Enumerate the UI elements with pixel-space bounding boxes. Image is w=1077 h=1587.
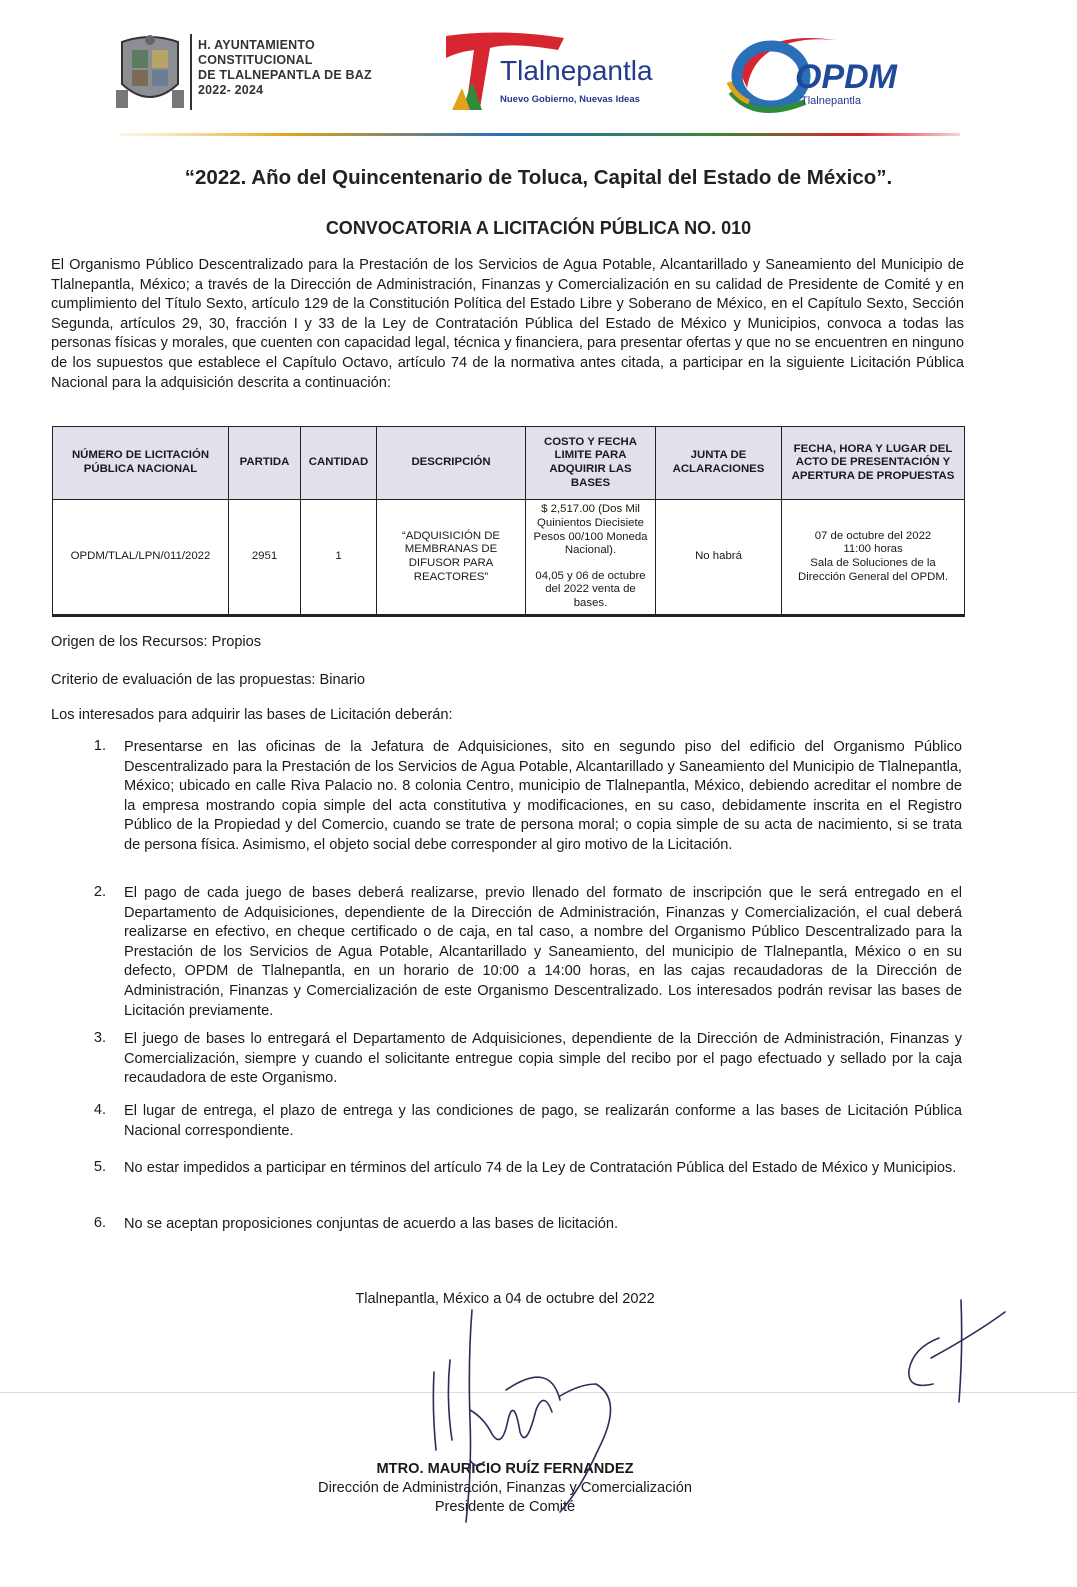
cell-junta: No habrá bbox=[656, 500, 782, 616]
year-title: “2022. Año del Quincentenario de Toluca, Capital del Estado de México”. bbox=[184, 166, 893, 189]
ayuntamiento-block bbox=[198, 38, 372, 98]
header-fecha: FECHA, HORA Y LUGAR DEL ACTO DE PRESENTACIÓN Y APERTURA DE PROPUESTAS bbox=[782, 427, 965, 500]
signer-name: MTRO. MAURICIO RUÍZ FERNANDEZ bbox=[376, 1461, 634, 1477]
list-item: No estar impedidos a participar en términos del artículo 74 de la Ley de Contratación Pública del Estado de México y Municipios. bbox=[124, 1160, 957, 1176]
list-item: El juego de bases lo entregará el Departamento de Adquisiciones, dependiente de la Dirección de Administración, Finanzas y Comercialización, siempre y cuando el solicitante entregue copia simple del recibo por el pago efectuado y sellado por la caja recaudadora de este Organismo. bbox=[124, 1031, 962, 1087]
header-rule bbox=[120, 132, 960, 137]
cell-fecha bbox=[782, 500, 965, 616]
interesados-intro: Los interesados para adquirir las bases de Licitación deberán: bbox=[51, 707, 453, 723]
header-partida: PARTIDA bbox=[229, 427, 301, 500]
handwritten-initial bbox=[895, 1290, 1015, 1405]
place-date: Tlalnepantla, México a 04 de octubre del 2022 bbox=[355, 1291, 655, 1307]
handwritten-signature bbox=[410, 1300, 650, 1525]
ayuntamiento-line: H. AYUNTAMIENTO bbox=[198, 38, 315, 52]
cell-descripcion: “ADQUISICIÓN DE MEMBRANAS DE DIFUSOR PARA REACTORES” bbox=[377, 500, 526, 616]
criterio-evaluacion: Criterio de evaluación de las propuestas: Binario bbox=[51, 672, 365, 688]
list-number: 1. bbox=[93, 738, 106, 754]
list-number: 3. bbox=[93, 1030, 106, 1046]
ayuntamiento-line: CONSTITUCIONAL bbox=[198, 53, 313, 67]
list-number: 5. bbox=[93, 1159, 106, 1175]
opdm-logo-text: OPDM bbox=[795, 58, 897, 96]
cell-partida: 2951 bbox=[229, 500, 301, 616]
costo-dates: 04,05 y 06 de octubre del 2022 venta de bases. bbox=[535, 569, 646, 609]
list-item: Presentarse en las oficinas de la Jefatura de Adquisiciones, sito en segundo piso del edificio del Organismo Público Descentralizado para la Prestación de los Servicios de Agua Potable, Alcantarillado y Saneamiento del Municipio de Tlalnepantla, México; ubicado en calle Riva Palacio no. 8 colonia Centro, municipio de Tlalnepantla, México, debiendo acreditar el nombre de la empresa mostrando copia simple del acta constitutiva y modificaciones, en su caso, debidamente inscrita en el Registro Público de la Propiedad y del Comercio, cuando se trate de persona moral; o copia simple de su acta de nacimiento, si se trata de persona física. Asimismo, el objeto social debe corresponder al giro motivo de la Licitación. bbox=[124, 739, 962, 853]
list-number: 4. bbox=[93, 1102, 106, 1118]
cell-costo bbox=[526, 500, 656, 616]
table-header-row bbox=[53, 427, 965, 500]
signer-role: Presidente de Comité bbox=[434, 1499, 576, 1515]
cell-cantidad: 1 bbox=[301, 500, 377, 616]
list-number: 2. bbox=[93, 884, 106, 900]
ayuntamiento-line: DE TLALNEPANTLA DE BAZ bbox=[198, 68, 372, 82]
cell-numero: OPDM/TLAL/LPN/011/2022 bbox=[53, 500, 229, 616]
header-cantidad: CANTIDAD bbox=[301, 427, 377, 500]
table-row bbox=[53, 500, 965, 616]
list-number: 6. bbox=[93, 1215, 106, 1231]
tlalnepantla-logo bbox=[440, 30, 670, 115]
header-descripcion: DESCRIPCIÓN bbox=[377, 427, 526, 500]
tlalnepantla-logo-text: Tlalnepantla bbox=[500, 55, 653, 86]
coat-of-arms-icon bbox=[116, 32, 184, 110]
intro-paragraph: El Organismo Público Descentralizado para la Prestación de los Servicios de Agua Potable, Alcantarillado y Saneamiento del Municipio de Tlalnepantla, México; a través de la Dirección de Administración, Finanzas y Comercialización en su calidad de Presidente de Comité y en cumplimiento del Título Sexto, artículo 129 de la Constitución Política del Estado Libre y Soberano de México, en el Capítulo Sexto, Sección Segunda, artículos 29, 30, fracción I y 33 de la Ley de Contratación Pública del Estado de México y Municipios, convoca a todas las personas físicas y morales, que cuenten con capacidad legal, técnica y financiera, para presentar ofertas y que no se encuentren en ninguno de los supuestos que establece el Capítulo Octavo, artículo 74 de la normativa antes citada, a participar en la siguiente Licitación Pública Nacional para la adquisición descrita a continuación: bbox=[51, 257, 964, 391]
list-item: No se aceptan proposiciones conjuntas de acuerdo a las bases de licitación. bbox=[124, 1216, 619, 1232]
fecha-time: 11:00 horas bbox=[843, 543, 903, 556]
list-item: El pago de cada juego de bases deberá realizarse, previo llenado del formato de inscripción que le será entregado en el Departamento de Adquisiciones, dependiente de la Dirección de Administración, Finanzas y Comercialización, el cual deberá realizarse en efectivo, en cheque certificado o de caja, en tal caso, a nombre del Organismo Público Descentralizado para la Prestación de los Servicios de Agua Potable, Alcantarillado y Saneamiento, del municipio de Tlalnepantla, México o en su defecto, OPDM de Tlalnepantla, en un horario de 10:00 a 14:00 horas, en las cajas recaudadoras de la Dirección de Administración, Finanzas y Comercialización de este Organismo Descentralizado. Los interesados podrán revisar las bases de Licitación previamente. bbox=[124, 885, 962, 1019]
tlalnepantla-logo-tagline: Nuevo Gobierno, Nuevas Ideas bbox=[500, 94, 640, 105]
opdm-logo-sub: Tlalnepantla bbox=[801, 95, 861, 107]
header-costo: COSTO Y FECHA LIMITE PARA ADQUIRIR LAS BASES bbox=[526, 427, 656, 500]
ayuntamiento-line: 2022- 2024 bbox=[198, 83, 264, 97]
signer-department: Dirección de Administración, Finanzas y Comercialización bbox=[318, 1480, 692, 1496]
origen-recursos: Origen de los Recursos: Propios bbox=[51, 634, 262, 650]
costo-amount: $ 2,517.00 (Dos Mil Quinientos Diecisiete Pesos 00/100 Moneda Nacional). bbox=[533, 503, 648, 557]
header-divider bbox=[190, 34, 192, 110]
fecha-place: Sala de Soluciones de la Dirección General del OPDM. bbox=[797, 557, 949, 583]
header-numero: NÚMERO DE LICITACIÓN PÚBLICA NACIONAL bbox=[53, 427, 229, 500]
opdm-logo bbox=[725, 30, 915, 122]
convocatoria-title: CONVOCATORIA A LICITACIÓN PÚBLICA NO. 010 bbox=[325, 218, 752, 238]
tender-table bbox=[52, 426, 965, 617]
header-junta: JUNTA DE ACLARACIONES bbox=[656, 427, 782, 500]
fecha-date: 07 de octubre del 2022 bbox=[814, 529, 932, 542]
list-item: El lugar de entrega, el plazo de entrega y las condiciones de pago, se realizarán conforme a las bases de Licitación Pública Nacional correspondiente. bbox=[124, 1103, 962, 1139]
